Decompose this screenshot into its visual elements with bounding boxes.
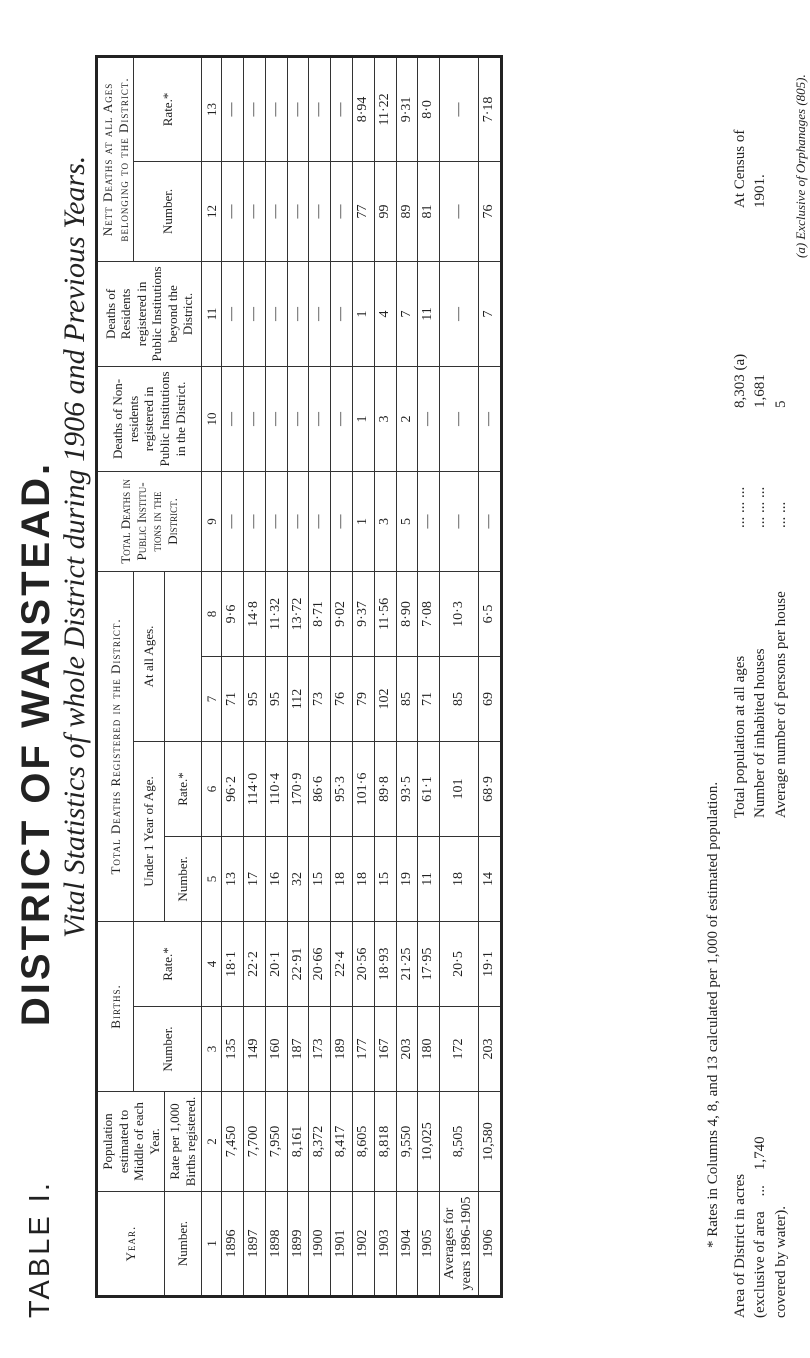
cell-year: 1901	[331, 1192, 353, 1297]
cell-n_num: —	[440, 161, 479, 261]
cell-n_rate: 8·0	[418, 56, 440, 161]
cell-resb: 7	[396, 261, 418, 366]
cell-n_num: 76	[478, 161, 501, 261]
cell-n_rate: 7·18	[478, 56, 501, 161]
cell-b_num: 149	[243, 1007, 265, 1092]
census-note: At Census of 1901.	[732, 129, 769, 208]
cell-b_rate: 22·2	[243, 921, 265, 1006]
col-under-one-number: Number.	[165, 1192, 201, 1297]
col-all-ages-rate: Rate.*	[165, 741, 201, 836]
cell-b_rate: 18·1	[222, 921, 244, 1006]
cell-resb: 4	[374, 261, 396, 366]
persons-value: 5	[772, 400, 789, 408]
cell-a_num: 69	[478, 656, 501, 741]
cell-n_rate: 9·31	[396, 56, 418, 161]
cell-pop: 9,550	[396, 1092, 418, 1192]
cell-pub: 5	[396, 471, 418, 571]
col-number: 8	[201, 571, 222, 656]
cell-pop: 8,161	[287, 1092, 309, 1192]
cell-n_rate: —	[243, 56, 265, 161]
cell-nonres: —	[418, 366, 440, 471]
cell-u_rate: 61·1	[418, 741, 440, 836]
cell-pop: 10,580	[478, 1092, 501, 1192]
cell-a_num: 73	[309, 656, 331, 741]
cell-b_num: 135	[222, 1007, 244, 1092]
cell-u_num: 32	[287, 836, 309, 921]
group-under-one: Under 1 Year of Age.	[134, 741, 165, 921]
cell-resb: 1	[352, 261, 374, 366]
cell-u_rate: 86·6	[309, 741, 331, 836]
cell-a_num: 102	[374, 656, 396, 741]
cell-year: 1905	[418, 1192, 440, 1297]
page-title: DISTRICT OF WANSTEAD.	[14, 460, 58, 1027]
cell-u_rate: 170·9	[287, 741, 309, 836]
cell-nonres: —	[287, 366, 309, 471]
cell-n_rate: 8·94	[352, 56, 374, 161]
col-number: 4	[201, 921, 222, 1006]
cell-b_num: 180	[418, 1007, 440, 1092]
col-all-ages-number: Number.	[165, 836, 201, 921]
cell-pub: —	[265, 471, 287, 571]
cell-b_rate: 20·5	[440, 921, 479, 1006]
averages-row	[440, 56, 479, 1296]
population-value: 8,303 (a)	[732, 353, 748, 408]
cell-year: 1903	[374, 1192, 396, 1297]
col-number: 13	[201, 56, 222, 161]
orphan-note: (a) Exclusive of Orphanages (805).	[793, 74, 808, 258]
cell-year: 1902	[352, 1192, 374, 1297]
cell-nonres: —	[265, 366, 287, 471]
cell-pop: 8,417	[331, 1092, 353, 1192]
cell-a_rate: 14·8	[243, 571, 265, 656]
cell-a_num: 71	[222, 656, 244, 741]
cell-b_num: 160	[265, 1007, 287, 1092]
cell-u_rate: 114·0	[243, 741, 265, 836]
col-number: 2	[201, 1092, 222, 1192]
cell-pop: 8,505	[440, 1092, 479, 1192]
cell-a_rate: 9·37	[352, 571, 374, 656]
table-row	[374, 56, 396, 1296]
cell-n_rate: —	[222, 56, 244, 161]
col-residents-beyond: Deaths of Residents registered in Public Institutions beyond the District.	[97, 261, 202, 366]
headline	[14, 18, 59, 1318]
table-row	[352, 56, 374, 1296]
cell-n_num: 99	[374, 161, 396, 261]
cell-pub: 1	[352, 471, 374, 571]
cell-b_num: 187	[287, 1007, 309, 1092]
cell-b_num: 203	[478, 1007, 501, 1092]
cell-b_rate: 20·66	[309, 921, 331, 1006]
cell-year: Averages for years 1896-1905	[440, 1192, 479, 1297]
cell-a_rate: 9·6	[222, 571, 244, 656]
col-births-number: Number.	[134, 1007, 201, 1092]
cell-b_num: 177	[352, 1007, 374, 1092]
cell-b_num: 167	[374, 1007, 396, 1092]
group-total-deaths: Total Deaths Registered in the District.	[97, 571, 134, 921]
cell-b_num: 203	[396, 1007, 418, 1092]
table-row	[222, 56, 244, 1296]
table-body	[222, 56, 501, 1296]
group-births: Births.	[97, 921, 134, 1091]
col-year: Year.	[97, 1192, 165, 1297]
cell-b_rate: 22·91	[287, 921, 309, 1006]
persons-line: Average number of persons per house... ...5	[772, 400, 789, 818]
cell-n_rate: —	[331, 56, 353, 161]
col-births-rate: Rate.*	[134, 921, 201, 1006]
vital-statistics-table	[95, 55, 503, 1298]
cell-pop: 7,450	[222, 1092, 244, 1192]
cell-n_rate: —	[265, 56, 287, 161]
cell-a_rate: 8·71	[309, 571, 331, 656]
area-line-2: (exclusive of area ... 1,740	[752, 1136, 769, 1318]
cell-n_rate: 11·22	[374, 56, 396, 161]
cell-n_rate: —	[287, 56, 309, 161]
cell-b_num: 173	[309, 1007, 331, 1092]
cell-nonres: —	[222, 366, 244, 471]
table-row	[396, 56, 418, 1296]
col-number: 7	[201, 656, 222, 741]
col-nett-rate: Rate.*	[134, 56, 201, 161]
cell-pop: 7,700	[243, 1092, 265, 1192]
cell-a_num: 85	[440, 656, 479, 741]
cell-u_rate: 93·5	[396, 741, 418, 836]
cell-b_num: 172	[440, 1007, 479, 1092]
table-row	[287, 56, 309, 1296]
cell-a_num: 79	[352, 656, 374, 741]
houses-value: 1,681	[752, 374, 769, 408]
table-row	[309, 56, 331, 1296]
cell-b_rate: 18·93	[374, 921, 396, 1006]
cell-u_rate: 96·2	[222, 741, 244, 836]
cell-n_num: —	[243, 161, 265, 261]
population-line: Total population at all ages... ... ...8,303 (a)	[732, 353, 748, 818]
col-population: Population estimated to Middle of each Year.	[97, 1092, 165, 1192]
cell-a_rate: 9·02	[331, 571, 353, 656]
cell-pub: —	[440, 471, 479, 571]
cell-u_num: 18	[331, 836, 353, 921]
cell-resb: 7	[478, 261, 501, 366]
cell-u_num: 15	[309, 836, 331, 921]
cell-pop: 8,605	[352, 1092, 374, 1192]
cell-u_num: 15	[374, 836, 396, 921]
cell-n_num: 77	[352, 161, 374, 261]
cell-u_num: 16	[265, 836, 287, 921]
cell-pub: —	[418, 471, 440, 571]
cell-resb: —	[287, 261, 309, 366]
col-number: 3	[201, 1007, 222, 1092]
cell-pop: 7,950	[265, 1092, 287, 1192]
table-row	[243, 56, 265, 1296]
col-number: 6	[201, 741, 222, 836]
cell-pop: 8,372	[309, 1092, 331, 1192]
cell-u_rate: 89·8	[374, 741, 396, 836]
cell-n_num: 89	[396, 161, 418, 261]
col-number: 5	[201, 836, 222, 921]
cell-n_num: —	[309, 161, 331, 261]
area-block	[730, 1136, 791, 1318]
cell-u_num: 14	[478, 836, 501, 921]
col-number: 12	[201, 161, 222, 261]
cell-a_rate: 11·56	[374, 571, 396, 656]
cell-b_rate: 22·4	[331, 921, 353, 1006]
cell-resb: —	[309, 261, 331, 366]
cell-u_rate: 101·6	[352, 741, 374, 836]
cell-b_rate: 21·25	[396, 921, 418, 1006]
cell-nonres: —	[243, 366, 265, 471]
cell-pub: —	[222, 471, 244, 571]
cell-u_rate: 110·4	[265, 741, 287, 836]
col-under-one-rate: Rate per 1,000 Births registered.	[165, 1092, 201, 1192]
cell-a_rate: 6·5	[478, 571, 501, 656]
area-line-3: covered by water).	[772, 1205, 789, 1318]
cell-resb: —	[222, 261, 244, 366]
cell-nonres: —	[331, 366, 353, 471]
cell-b_rate: 20·1	[265, 921, 287, 1006]
cell-a_num: 85	[396, 656, 418, 741]
cell-n_num: 81	[418, 161, 440, 261]
cell-a_rate: 13·72	[287, 571, 309, 656]
cell-n_num: —	[331, 161, 353, 261]
cell-pub: —	[478, 471, 501, 571]
cell-a_num: 95	[265, 656, 287, 741]
area-value: 1,740	[752, 1136, 769, 1171]
area-line-1: Area of District in acres	[732, 1173, 748, 1318]
cell-b_rate: 17·95	[418, 921, 440, 1006]
cell-b_rate: 20·56	[352, 921, 374, 1006]
col-number: 11	[201, 261, 222, 366]
cell-u_num: 13	[222, 836, 244, 921]
col-non-residents: Deaths of Non- residents registered in Public Institutions in the District.	[97, 366, 202, 471]
cell-resb: —	[440, 261, 479, 366]
cell-u_num: 19	[396, 836, 418, 921]
table-row	[418, 56, 440, 1296]
cell-nonres: —	[440, 366, 479, 471]
group-nett-deaths: Nett Deaths at all Ages belonging to the District.	[97, 56, 134, 261]
cell-resb: 11	[418, 261, 440, 366]
cell-pub: —	[309, 471, 331, 571]
col-number: 9	[201, 471, 222, 571]
cell-a_num: 76	[331, 656, 353, 741]
cell-pub: —	[243, 471, 265, 571]
cell-u_num: 11	[418, 836, 440, 921]
cell-year: 1898	[265, 1192, 287, 1297]
page-subtitle: Vital Statistics of whole District during 1906 and Previous Years.	[58, 155, 91, 938]
cell-nonres: 2	[396, 366, 418, 471]
col-public-institutions: Total Deaths in Public Institu- tions in the District.	[97, 471, 202, 571]
col-nett-number: Number.	[134, 161, 201, 261]
col-number: 1	[201, 1192, 222, 1297]
col-number: 10	[201, 366, 222, 471]
cell-pop: 10,025	[418, 1092, 440, 1192]
cell-a_rate: 11·32	[265, 571, 287, 656]
cell-year: 1904	[396, 1192, 418, 1297]
cell-n_num: —	[265, 161, 287, 261]
cell-u_rate: 101	[440, 741, 479, 836]
cell-year: 1906	[478, 1192, 501, 1297]
cell-b_num: 189	[331, 1007, 353, 1092]
cell-a_rate: 10·3	[440, 571, 479, 656]
cell-u_rate: 68·9	[478, 741, 501, 836]
cell-year: 1896	[222, 1192, 244, 1297]
cell-nonres: 1	[352, 366, 374, 471]
cell-resb: —	[331, 261, 353, 366]
cell-n_rate: —	[440, 56, 479, 161]
cell-a_num: 71	[418, 656, 440, 741]
column-number-row	[201, 56, 222, 1296]
cell-year: 1900	[309, 1192, 331, 1297]
cell-b_rate: 19·1	[478, 921, 501, 1006]
cell-pub: —	[287, 471, 309, 571]
footnote: * Rates in Columns 4, 8, and 13 calculated per 1,000 of estimated population.	[705, 781, 721, 1248]
table-row	[265, 56, 287, 1296]
cell-pop: 8,818	[374, 1092, 396, 1192]
cell-a_rate: 8·90	[396, 571, 418, 656]
houses-line: Number of inhabited houses... ... ...1,681	[752, 374, 769, 818]
area-dots: ...	[752, 1185, 769, 1197]
cell-n_num: —	[222, 161, 244, 261]
cell-pub: 3	[374, 471, 396, 571]
cell-n_rate: —	[309, 56, 331, 161]
cell-resb: —	[243, 261, 265, 366]
cell-year: 1899	[287, 1192, 309, 1297]
cell-a_num: 112	[287, 656, 309, 741]
row-1906	[478, 56, 501, 1296]
table-row	[331, 56, 353, 1296]
cell-u_rate: 95·3	[331, 741, 353, 836]
cell-a_num: 95	[243, 656, 265, 741]
cell-nonres: 3	[374, 366, 396, 471]
table-label: TABLE I.	[24, 1180, 56, 1318]
group-all-ages: At all Ages.	[134, 571, 165, 741]
cell-u_num: 18	[352, 836, 374, 921]
header-row-groups	[97, 56, 134, 1296]
cell-resb: —	[265, 261, 287, 366]
cell-nonres: —	[478, 366, 501, 471]
cell-pub: —	[331, 471, 353, 571]
cell-year: 1897	[243, 1192, 265, 1297]
cell-n_num: —	[287, 161, 309, 261]
cell-a_rate: 7·08	[418, 571, 440, 656]
cell-nonres: —	[309, 366, 331, 471]
cell-u_num: 17	[243, 836, 265, 921]
cell-u_num: 18	[440, 836, 479, 921]
